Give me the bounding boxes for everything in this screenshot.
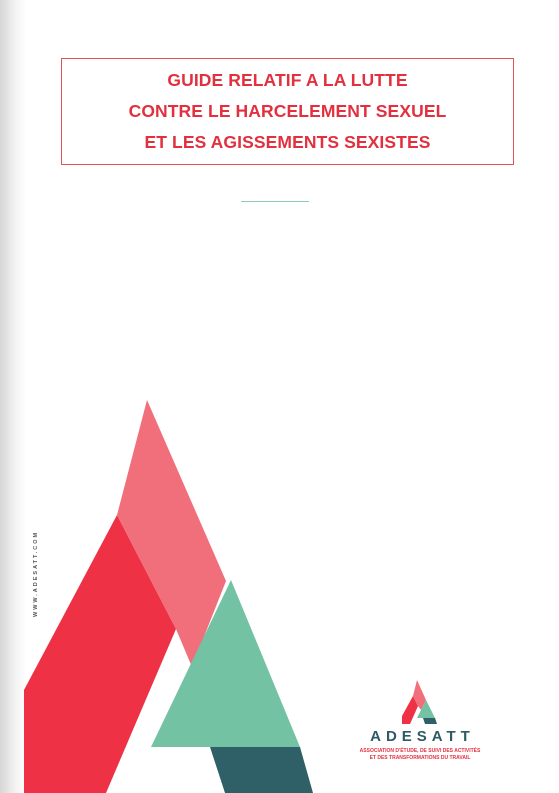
logo-subtitle (360, 748, 481, 761)
logo-mark-icon (400, 676, 440, 724)
art-teal-band (210, 747, 313, 793)
logo-name: ADESATT (370, 728, 475, 745)
logo-subtitle-line-1: ASSOCIATION D'ÉTUDE, DE SUIVI DES ACTIVITÉS (359, 748, 481, 754)
adesatt-logo (340, 676, 500, 761)
side-website-url: WWW.ADESATT.COM (33, 530, 39, 617)
title-line-1: GUIDE RELATIF A LA LUTTE (167, 70, 408, 90)
title-line-2: CONTRE LE HARCELEMENT SEXUEL (128, 101, 447, 121)
title-line-3: ET LES AGISSEMENTS SEXISTES (144, 132, 431, 152)
logo-subtitle-line-2: ET DES TRANSFORMATIONS DU TRAVAIL (369, 754, 471, 761)
